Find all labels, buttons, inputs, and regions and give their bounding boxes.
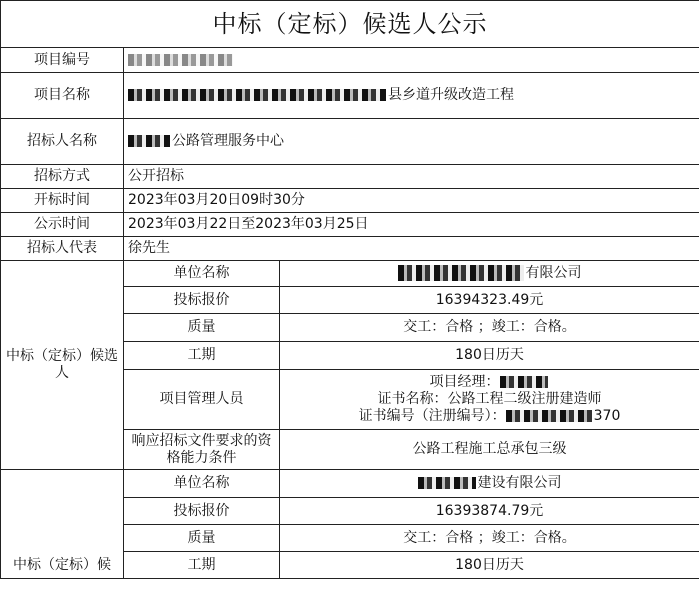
page-title: 中标（定标）候选人公示 <box>1 1 699 48</box>
cert-no-suffix: 370 <box>593 408 621 424</box>
project-name-value: 县乡道升级改造工程 <box>388 87 514 103</box>
quality-label: 质量 <box>124 525 280 552</box>
period-value: 180日历天 <box>280 342 699 370</box>
unit-cell <box>280 261 699 287</box>
redacted-block <box>500 376 548 388</box>
quality-value: 交工：合格 ；竣工：合格。 <box>280 525 699 552</box>
cert-no-line <box>284 408 695 425</box>
manager-line <box>284 374 695 391</box>
cert-name: 证书名称：公路工程二级注册建造师 <box>377 391 602 407</box>
project-name-label: 项目名称 <box>1 73 124 119</box>
redacted-block <box>128 89 386 101</box>
unit-value: 有限公司 <box>525 265 582 281</box>
tenderer-value: 公路管理服务中心 <box>172 133 284 149</box>
unit-cell <box>280 470 699 498</box>
candidate-label: 中标（定标）候选人 <box>1 261 124 470</box>
cert-no-label: 证书编号（注册编号）： <box>358 408 506 424</box>
manager-label: 项目管理人员 <box>124 370 280 430</box>
redacted-block <box>398 265 524 281</box>
period-label: 工期 <box>124 342 280 370</box>
period-label: 工期 <box>124 552 280 579</box>
project-no-value <box>124 48 699 73</box>
method-value: 公开招标 <box>124 165 699 189</box>
qualification-value: 公路工程施工总承包三级 <box>280 430 699 470</box>
price-label: 投标报价 <box>124 287 280 314</box>
manager-cell <box>280 370 699 430</box>
unit-value: 建设有限公司 <box>477 475 562 491</box>
redacted-block <box>128 54 233 66</box>
qualification-label: 响应招标文件要求的资格能力条件 <box>124 430 280 470</box>
redacted-block <box>506 410 592 422</box>
redacted-block <box>128 135 170 147</box>
tenderer-cell <box>124 119 699 165</box>
method-label: 招标方式 <box>1 165 124 189</box>
unit-label: 单位名称 <box>124 261 280 287</box>
notice-time-value: 2023年03月22日至2023年03月25日 <box>124 213 699 237</box>
redacted-block <box>418 477 476 489</box>
period-value: 180日历天 <box>280 552 699 579</box>
notice-time-label: 公示时间 <box>1 213 124 237</box>
unit-label: 单位名称 <box>124 470 280 498</box>
rep-label: 招标人代表 <box>1 237 124 261</box>
open-time-label: 开标时间 <box>1 189 124 213</box>
price-label: 投标报价 <box>124 498 280 525</box>
candidate-label: 中标（定标）候 <box>1 470 124 579</box>
rep-value: 徐先生 <box>124 237 699 261</box>
open-time-value: 2023年03月20日09时30分 <box>124 189 699 213</box>
manager-name-label: 项目经理： <box>429 374 500 390</box>
project-name-cell <box>124 73 699 119</box>
tenderer-label: 招标人名称 <box>1 119 124 165</box>
price-value: 16393874.79元 <box>280 498 699 525</box>
quality-label: 质量 <box>124 314 280 342</box>
project-no-label: 项目编号 <box>1 48 124 73</box>
quality-value: 交工：合格 ；竣工：合格。 <box>280 314 699 342</box>
price-value: 16394323.49元 <box>280 287 699 314</box>
